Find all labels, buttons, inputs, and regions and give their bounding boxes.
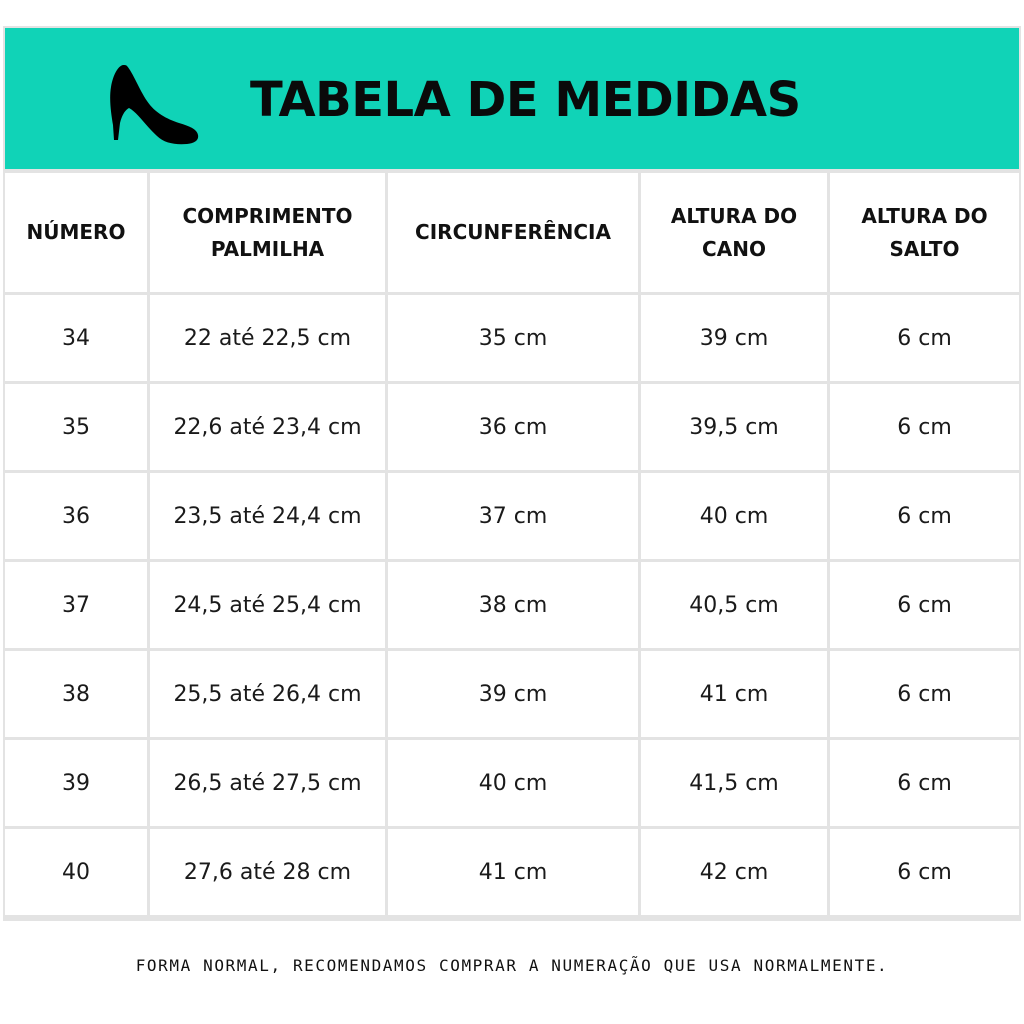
table-cell-altura-salto: 6 cm (830, 651, 1019, 737)
table-cell-altura-cano: 41 cm (641, 651, 827, 737)
table-cell-numero: 35 (5, 384, 147, 470)
table-cell-numero: 38 (5, 651, 147, 737)
table-cell-numero: 39 (5, 740, 147, 826)
table-cell-altura-salto: 6 cm (830, 384, 1019, 470)
table-cell-comprimento: 24,5 até 25,4 cm (150, 562, 385, 648)
column-header-circunferencia: CIRCUNFERÊNCIA (388, 173, 638, 292)
table-cell-circunferencia: 40 cm (388, 740, 638, 826)
table-cell-comprimento: 22 até 22,5 cm (150, 295, 385, 381)
table-cell-comprimento: 23,5 até 24,4 cm (150, 473, 385, 559)
table-cell-circunferencia: 36 cm (388, 384, 638, 470)
table-cell-altura-cano: 41,5 cm (641, 740, 827, 826)
table-cell-altura-cano: 39 cm (641, 295, 827, 381)
table-cell-comprimento: 25,5 até 26,4 cm (150, 651, 385, 737)
table-cell-altura-cano: 42 cm (641, 829, 827, 915)
table-cell-comprimento: 22,6 até 23,4 cm (150, 384, 385, 470)
table-cell-altura-cano: 39,5 cm (641, 384, 827, 470)
table-cell-circunferencia: 35 cm (388, 295, 638, 381)
table-cell-circunferencia: 41 cm (388, 829, 638, 915)
table-cell-altura-salto: 6 cm (830, 740, 1019, 826)
table-cell-numero: 36 (5, 473, 147, 559)
table-cell-altura-cano: 40 cm (641, 473, 827, 559)
table-cell-altura-salto: 6 cm (830, 829, 1019, 915)
table-cell-comprimento: 27,6 até 28 cm (150, 829, 385, 915)
table-cell-altura-salto: 6 cm (830, 473, 1019, 559)
column-header-altura-salto: ALTURA DO SALTO (830, 173, 1019, 292)
table-cell-circunferencia: 39 cm (388, 651, 638, 737)
table-cell-circunferencia: 37 cm (388, 473, 638, 559)
footer-note: FORMA NORMAL, RECOMENDAMOS COMPRAR A NUMERAÇÃO QUE USA NORMALMENTE. (135, 956, 889, 975)
table-cell-numero: 34 (5, 295, 147, 381)
measurement-table (5, 173, 1019, 915)
column-header-comprimento-palmilha: COMPRIMENTO PALMILHA (150, 173, 385, 292)
table-cell-numero: 40 (5, 829, 147, 915)
table-cell-altura-salto: 6 cm (830, 295, 1019, 381)
size-chart (3, 26, 1021, 921)
high-heel-shoe-icon (103, 63, 201, 145)
column-header-altura-cano: ALTURA DO CANO (641, 173, 827, 292)
table-cell-circunferencia: 38 cm (388, 562, 638, 648)
table-cell-altura-salto: 6 cm (830, 562, 1019, 648)
table-cell-altura-cano: 40,5 cm (641, 562, 827, 648)
column-header-numero: NÚMERO (5, 173, 147, 292)
page-title: TABELA DE MEDIDAS (250, 72, 801, 128)
table-cell-comprimento: 26,5 até 27,5 cm (150, 740, 385, 826)
header-banner (5, 28, 1019, 169)
table-cell-numero: 37 (5, 562, 147, 648)
